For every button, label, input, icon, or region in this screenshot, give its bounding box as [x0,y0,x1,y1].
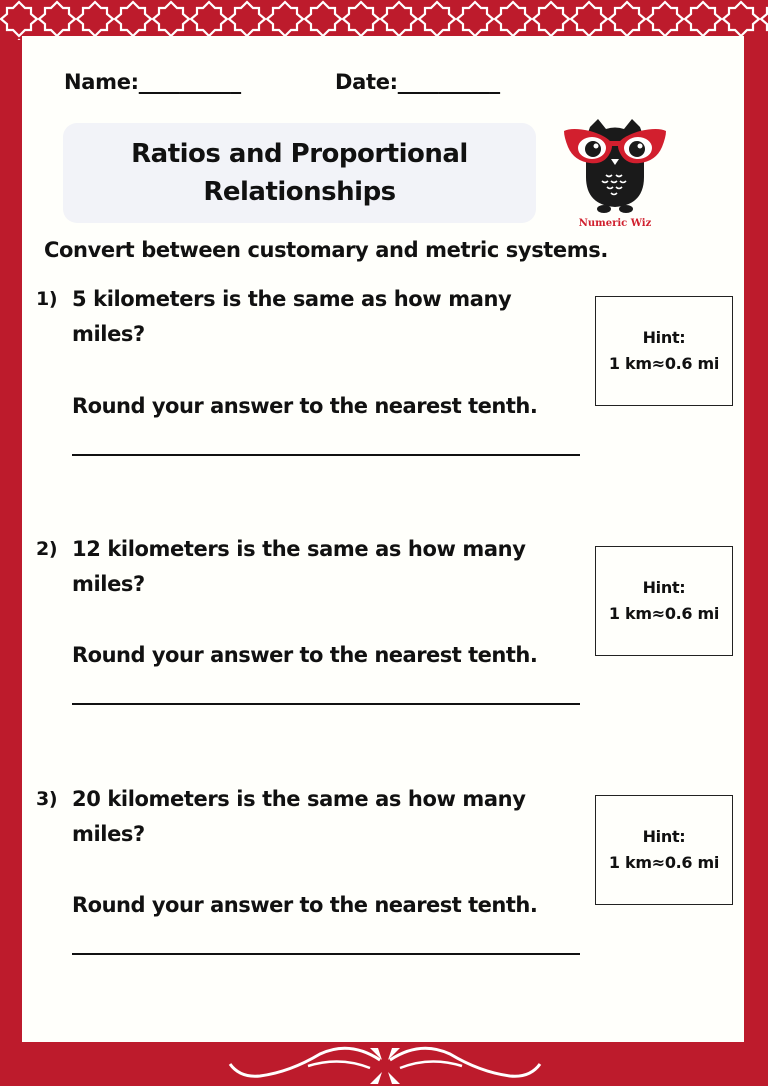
hint-box [595,795,733,905]
title-line-2: Relationships [203,177,396,207]
date-field[interactable]: Date:__________ [335,70,500,94]
question-text: 5 kilometers is the same as how many miles? [72,287,512,346]
logo-brand-text: Numeric Wiz [578,218,652,229]
hint-value: 1 km≈0.6 mi [608,604,720,623]
answer-line[interactable] [72,953,580,955]
hint-value: 1 km≈0.6 mi [608,354,720,373]
instruction-text: Convert between customary and metric systems. [44,238,608,262]
answer-line[interactable] [72,703,580,705]
answer-line[interactable] [72,454,580,456]
title-line-1: Ratios and Proportional [131,139,468,169]
title-box [63,123,536,223]
round-instruction: Round your answer to the nearest tenth. [72,394,538,418]
question-text: 12 kilometers is the same as how many miles? [72,537,526,596]
question-number: 1) [36,288,58,310]
moroccan-pattern-border [0,0,768,40]
numeric-wiz-logo [560,117,670,232]
hint-box [595,296,733,406]
owl-with-red-glasses-icon [560,117,670,232]
question-text: 20 kilometers is the same as how many miles? [72,787,526,846]
hint-label: Hint: [642,328,686,347]
flourish-ornament-icon [220,1042,550,1086]
question-number: 3) [36,788,58,810]
hint-value: 1 km≈0.6 mi [608,853,720,872]
hint-box [595,546,733,656]
hint-label: Hint: [642,827,686,846]
hint-label: Hint: [642,578,686,597]
name-field[interactable]: Name:__________ [64,70,241,94]
round-instruction: Round your answer to the nearest tenth. [72,893,538,917]
question-number: 2) [36,538,58,560]
round-instruction: Round your answer to the nearest tenth. [72,643,538,667]
